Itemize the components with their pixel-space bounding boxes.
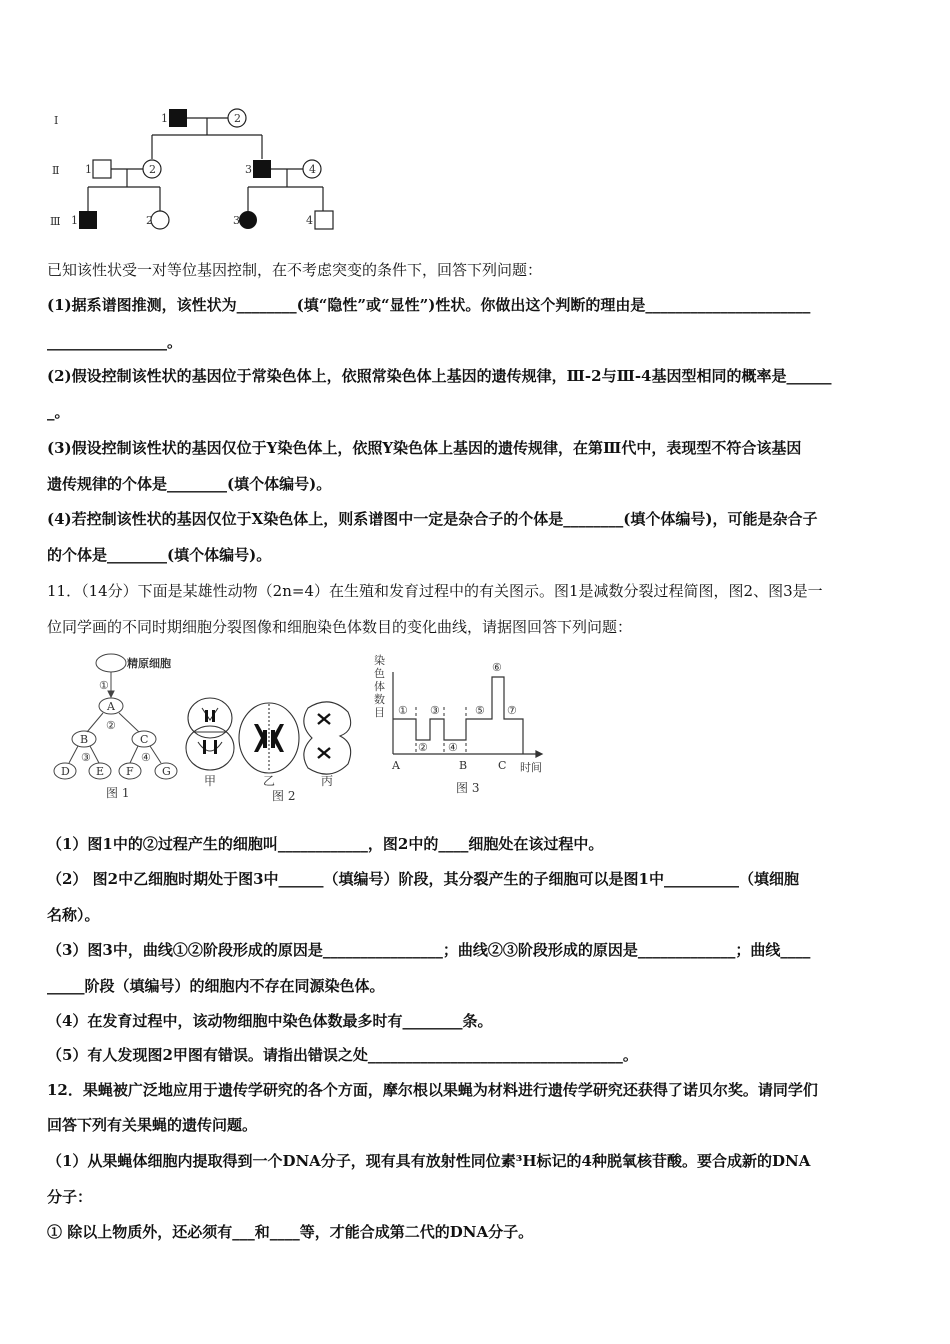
generation-label-3: Ⅲ (50, 215, 61, 228)
generation-label-1: Ⅰ (54, 114, 59, 127)
q10-intro: 已知该性状受一对等位基因控制，在不考虑突变的条件下，回答下列问题： (47, 261, 543, 279)
fig1-cell-E: E (96, 765, 105, 778)
pedigree-III-3-affected-female (239, 211, 257, 229)
fig3-ylabel-char: 目 (374, 706, 385, 719)
q10-part4-line2: 的个体是________(填个体编号)。 (47, 546, 272, 564)
fig3-xtick-C: C (498, 759, 507, 772)
pedigree-III-1-affected-male (79, 211, 97, 229)
q12-sub1-line1: （1）从果蝇体细胞内提取得到一个DNA分子，现有具有放射性同位素³H标记的4种脱氧核苷酸。要合成新的DNA (47, 1152, 811, 1170)
fig1-step-3: ③ (81, 751, 91, 764)
pedigree-chart (40, 95, 400, 245)
figure-2-cell-division (180, 690, 355, 805)
fig3-stage-3: ③ (430, 704, 440, 717)
q10-part1-line1: (1)据系谱图推测，该性状为________(填“隐性”或“显性”)性状。你做出这个判断的理由是______________________ (47, 296, 811, 314)
pedigree-num: 1 (161, 112, 168, 125)
generation-label-2: Ⅱ (52, 164, 60, 177)
q12-sub1-item1: ① 除以上物质外，还必须有___和____等，才能合成第二代的DNA分子。 (47, 1223, 534, 1241)
figure-1-meiosis-tree (45, 650, 190, 805)
pedigree-II-3-affected-male (253, 160, 271, 178)
fig1-cell-C: C (140, 733, 149, 746)
pedigree-num: 3 (245, 163, 252, 176)
fig1-cell-A: A (107, 700, 115, 713)
fig3-stage-2: ② (418, 741, 428, 754)
pedigree-num: 2 (149, 163, 156, 176)
fig3-ylabel-char: 数 (374, 693, 385, 706)
pedigree-III-2-female (151, 211, 169, 229)
pedigree-num: 4 (306, 214, 313, 227)
fig2-cell-yi: 乙 (263, 774, 276, 788)
fig1-spermatogonium-label: 精原细胞 (127, 657, 171, 670)
fig1-step-4: ④ (141, 751, 151, 764)
pedigree-num: 3 (233, 214, 240, 227)
fig2-cell-bing: 丙 (321, 774, 334, 788)
q11-sub3-line2: _____阶段（填编号）的细胞内不存在同源染色体。 (47, 977, 385, 995)
fig3-ylabel-char: 体 (374, 680, 385, 693)
q11-stem-line1: 11．（14分）下面是某雄性动物（2n=4）在生殖和发育过程中的有关图示。图1是减数分裂过程简图，图2、图3是一 (47, 582, 823, 600)
fig3-curve (393, 677, 523, 754)
q12-stem-line1: 12．果蝇被广泛地应用于遗传学研究的各个方面，摩尔根以果蝇为材料进行遗传学研究还获得了诺贝尔奖。请同学们 (47, 1081, 818, 1099)
fig1-cell-D: D (61, 765, 70, 778)
pedigree-num: 2 (146, 214, 153, 227)
q10-part3-line2: 遗传规律的个体是________(填个体编号)。 (47, 475, 332, 493)
fig1-cell-F: F (126, 765, 134, 778)
fig1-step-2: ② (106, 719, 116, 732)
fig1-cell-B: B (80, 733, 89, 746)
q10-part2-line2: _。 (47, 403, 70, 421)
q11-sub4: （4）在发育过程中，该动物细胞中染色体数最多时有________条。 (47, 1012, 493, 1030)
fig3-stage-6: ⑥ (492, 661, 502, 674)
pedigree-II-1-male (93, 160, 111, 178)
fig3-xtick-B: B (459, 759, 468, 772)
q11-sub5: （5）有人发现图2甲图有错误。请指出错误之处__________________________________。 (47, 1046, 638, 1064)
fig3-ylabel-char: 色 (374, 667, 385, 680)
fig3-stage-7: ⑦ (507, 704, 517, 717)
fig3-stage-5: ⑤ (475, 704, 485, 717)
pedigree-num: 1 (85, 163, 92, 176)
q10-part4-line1: (4)若控制该性状的基因仅位于X染色体上，则系谱图中一定是杂合子的个体是________(填个体编号)，可能是杂合子 (47, 510, 818, 528)
fig2-caption: 图 2 (272, 789, 296, 803)
fig1-step-1: ① (99, 679, 109, 692)
fig1-caption: 图 1 (106, 786, 130, 800)
q10-part1-line2: ________________。 (47, 333, 183, 351)
fig3-stage-4: ④ (448, 741, 458, 754)
pedigree-num: 2 (234, 112, 241, 125)
figure-3-chromosome-curve (368, 652, 563, 804)
q11-stem-line2: 位同学画的不同时期细胞分裂图像和细胞染色体数目的变化曲线，请据图回答下列问题： (47, 618, 633, 636)
fig1-cell-G: G (162, 765, 171, 778)
q10-part2-line1: (2)假设控制该性状的基因位于常染色体上，依照常染色体上基因的遗传规律，Ⅲ-2与Ⅲ-4基因型相同的概率是______ (47, 367, 832, 385)
q12-stem-line2: 回答下列有关果蝇的遗传问题。 (47, 1116, 258, 1134)
q11-sub2-line1: （2） 图2中乙细胞时期处于图3中______（填编号）阶段，其分裂产生的子细胞可以是图1中__________（填细胞 (47, 870, 799, 888)
fig3-caption: 图 3 (456, 781, 480, 795)
fig2-cell-jia: 甲 (204, 774, 217, 788)
fig3-xlabel: 时间 (520, 761, 542, 774)
q11-sub2-line2: 名称）。 (47, 906, 100, 924)
q11-sub1: （1）图1中的②过程产生的细胞叫____________，图2中的____细胞处在该过程中。 (47, 835, 604, 853)
pedigree-I-1-affected-male (169, 109, 187, 127)
q10-part3-line1: (3)假设控制该性状的基因仅位于Y染色体上，依照Y染色体上基因的遗传规律，在第Ⅲ代中，表现型不符合该基因 (47, 439, 802, 457)
pedigree-num: 4 (309, 163, 316, 176)
fig3-ylabel-char: 染 (374, 654, 385, 667)
q11-sub3-line1: （3）图3中，曲线①②阶段形成的原因是________________；曲线②③阶段形成的原因是_____________；曲线____ (47, 941, 811, 959)
pedigree-III-4-male (315, 211, 333, 229)
fig3-stage-1: ① (398, 704, 408, 717)
q12-sub1-line2: 分子： (47, 1188, 93, 1206)
fig3-xtick-A: A (392, 759, 400, 772)
pedigree-num: 1 (71, 214, 78, 227)
